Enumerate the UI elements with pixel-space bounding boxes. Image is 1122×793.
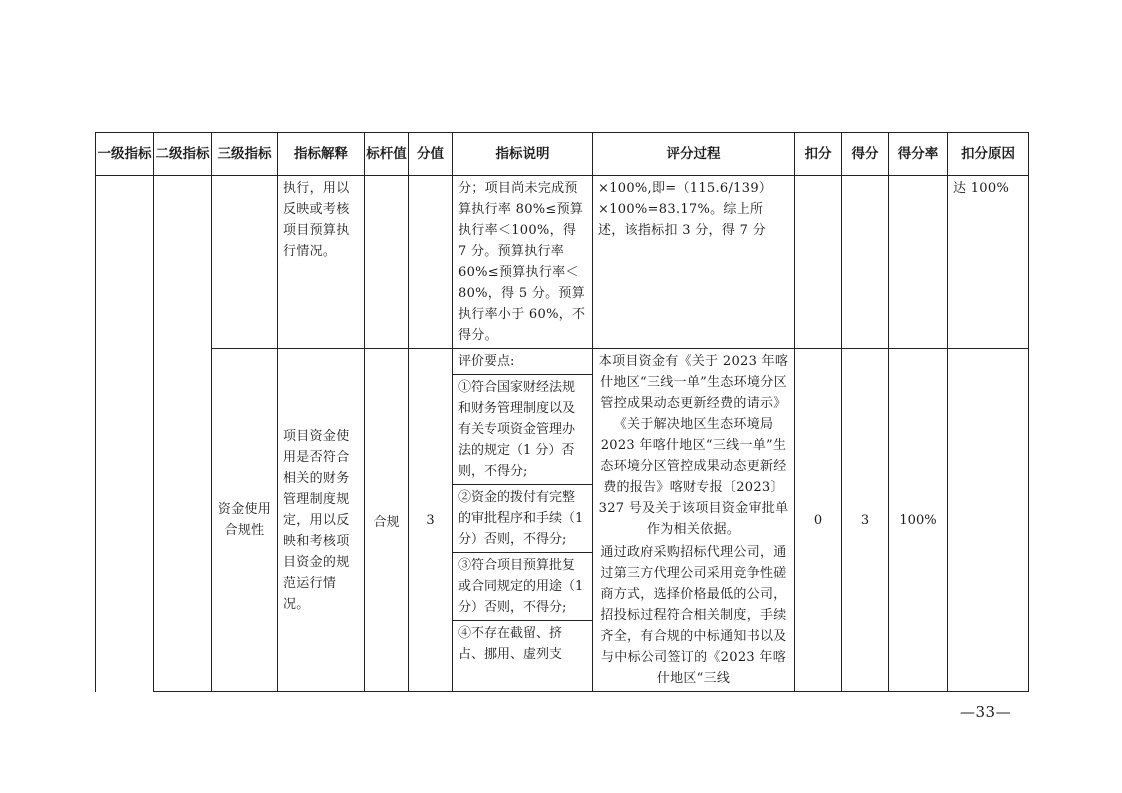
score-cell: 3 xyxy=(842,349,889,692)
description-item: ③符合项目预算批复或合同规定的用途（1 分）否则，不得分; xyxy=(453,553,592,621)
table-row xyxy=(96,176,1029,349)
page-number: —33— xyxy=(960,703,1012,721)
table-row xyxy=(96,349,1029,692)
explanation-cell: 项目资金使用是否符合相关的财务管理制度规定，用以反映和考核项目资金的规范运行情况。 xyxy=(278,349,365,692)
header-cell: 三级指标 xyxy=(212,133,278,176)
description-item: ④不存在截留、挤占、挪用、虚列支 xyxy=(458,626,563,662)
deduction-cell xyxy=(795,176,842,349)
header-cell: 标杆值 xyxy=(365,133,409,176)
header-cell: 扣分 xyxy=(795,133,842,176)
reason-cell xyxy=(948,349,1029,692)
level2-cell xyxy=(154,176,212,692)
description-item: ①符合国家财经法规和财务管理制度以及有关专项资金管理办法的规定（1 分）否则，不得分; xyxy=(453,375,592,485)
reason-cell: 达 100% xyxy=(948,176,1029,349)
header-cell: 二级指标 xyxy=(154,133,212,176)
description-item: ②资金的拨付有完整的审批程序和手续（1 分）否则，不得分; xyxy=(453,485,592,553)
rate-cell xyxy=(889,176,948,349)
description-cell: 分；项目尚未完成预算执行率 80%≤预算执行率＜100%，得 7 分。预算执行率 60%≤预算执行率＜80%，得 5 分。预算执行率小于 60%，不得分。 xyxy=(453,176,593,349)
level3-cell xyxy=(212,176,278,349)
score-cell xyxy=(842,176,889,349)
header-cell: 得分率 xyxy=(889,133,948,176)
explanation-cell: 执行，用以反映或考核项目预算执行情况。 xyxy=(278,176,365,349)
score-value-cell: 3 xyxy=(409,349,453,692)
header-cell: 分值 xyxy=(409,133,453,176)
score-value-cell xyxy=(409,176,453,349)
rate-cell: 100% xyxy=(889,349,948,692)
process-cell: ×100%,即=（115.6/139）×100%=83.17%。综上所述，该指标扣 3 分，得 7 分 xyxy=(593,176,795,349)
header-cell: 一级指标 xyxy=(96,133,154,176)
header-cell: 得分 xyxy=(842,133,889,176)
header-row xyxy=(96,133,1029,176)
header-cell: 指标说明 xyxy=(453,133,593,176)
evaluation-table xyxy=(95,132,1029,692)
description-cell xyxy=(453,349,593,692)
benchmark-cell xyxy=(365,176,409,349)
level3-cell: 资金使用合规性 xyxy=(212,349,278,692)
header-cell: 评分过程 xyxy=(593,133,795,176)
benchmark-cell: 合规 xyxy=(365,349,409,692)
process-cell: 本项目资金有《关于 2023 年喀什地区“三线一单”生态环境分区管控成果动态更新经费的请示》《关于解决地区生态环境局 2023 年喀什地区“三线一单”生态环境分区管控成果动态更新经费的报告》喀财专报〔2023〕327 号及关于该项目资金审批单作为相关依据。 通过政府采购招标代理公司，通过第三方代理公司采用竞争性磋商方式，选择价格最低的公司，招投标过程符合相关制度，手续齐全，有合规的中标通知书以及与中标公司签订的《2023 年喀什地区“三线 xyxy=(593,349,795,692)
description-item: 评价要点: xyxy=(453,349,592,375)
header-cell: 指标解释 xyxy=(278,133,365,176)
level1-cell xyxy=(96,176,154,692)
deduction-cell: 0 xyxy=(795,349,842,692)
header-cell: 扣分原因 xyxy=(948,133,1029,176)
